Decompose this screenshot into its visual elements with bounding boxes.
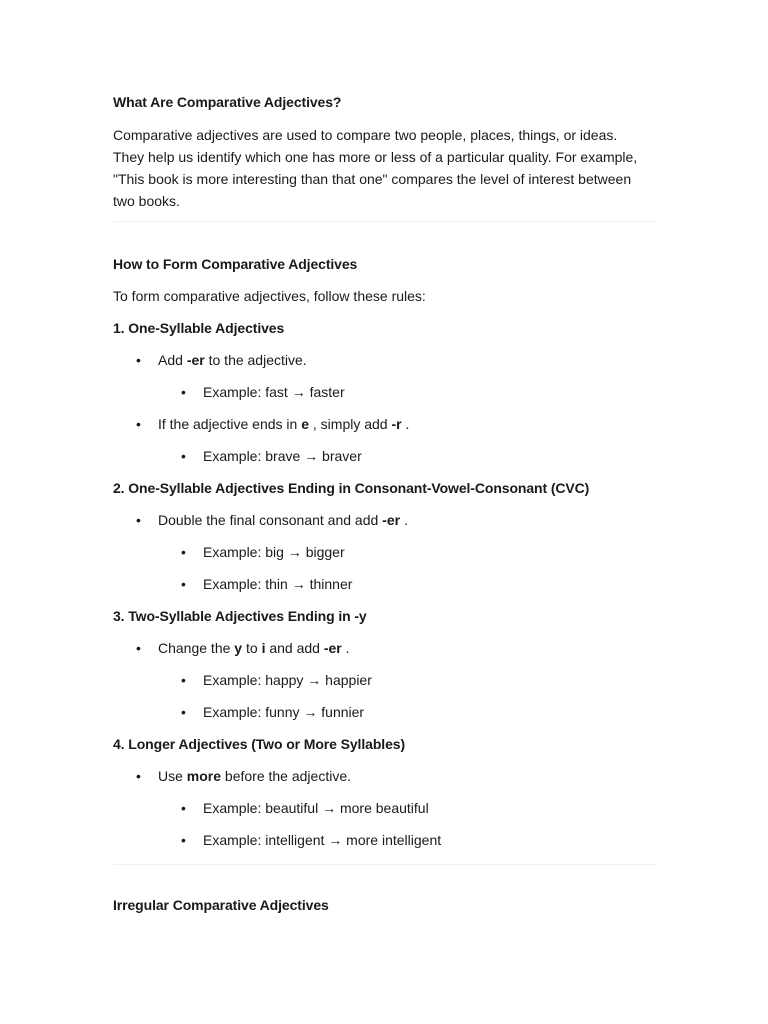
example-item: • Example: brave → braver	[181, 448, 362, 464]
list-item: • Change the y to i and add -er .	[136, 640, 350, 656]
rule-heading-one-syllable: 1. One-Syllable Adjectives	[113, 320, 285, 336]
bullet-icon: •	[136, 640, 141, 656]
example-item: • Example: intelligent → more intelligent	[181, 832, 442, 848]
rules-intro: To form comparative adjectives, follow these rules:	[113, 288, 426, 304]
bullet-icon: •	[181, 576, 186, 592]
list-item: • Double the final consonant and add -er .	[136, 512, 408, 528]
list-item: • Add -er to the adjective.	[136, 352, 307, 368]
intro-paragraph: Comparative adjectives are used to compare two people, places, things, or ideas. They help us identify which one has more or less of a particular quality. For example, "This book is more interesting than that one" compares the level of interest between two books.	[113, 127, 638, 209]
example-item: • Example: thin → thinner	[181, 576, 353, 592]
example-item: • Example: happy → happier	[181, 672, 372, 688]
example-item: • Example: big → bigger	[181, 544, 345, 560]
bullet-icon: •	[181, 544, 186, 560]
bullet-icon: •	[181, 384, 186, 400]
rule-heading-two-syllable-y: 3. Two-Syllable Adjectives Ending in -y	[113, 608, 367, 624]
bullet-icon: •	[181, 832, 186, 848]
bullet-icon: •	[136, 512, 141, 528]
example-item: • Example: funny → funnier	[181, 704, 365, 720]
bullet-icon: •	[181, 800, 186, 816]
example-item: • Example: beautiful → more beautiful	[181, 800, 429, 816]
example-item: • Example: fast → faster	[181, 384, 345, 400]
section-title-how-to-form: How to Form Comparative Adjectives	[113, 256, 358, 272]
list-item: • If the adjective ends in e , simply add -r .	[136, 416, 410, 432]
rule-heading-longer: 4. Longer Adjectives (Two or More Syllables)	[113, 736, 405, 752]
bullet-icon: •	[181, 448, 186, 464]
bullet-icon: •	[136, 416, 141, 432]
section-divider	[113, 864, 656, 865]
section-title-what-are: What Are Comparative Adjectives?	[113, 94, 342, 110]
bullet-icon: •	[181, 672, 186, 688]
section-title-irregular: Irregular Comparative Adjectives	[113, 897, 329, 913]
bullet-icon: •	[136, 768, 141, 784]
section-divider	[113, 221, 656, 222]
rule-heading-cvc: 2. One-Syllable Adjectives Ending in Consonant-Vowel-Consonant (CVC)	[113, 480, 590, 496]
bullet-icon: •	[181, 704, 186, 720]
bullet-icon: •	[136, 352, 141, 368]
list-item: • Use more before the adjective.	[136, 768, 352, 784]
